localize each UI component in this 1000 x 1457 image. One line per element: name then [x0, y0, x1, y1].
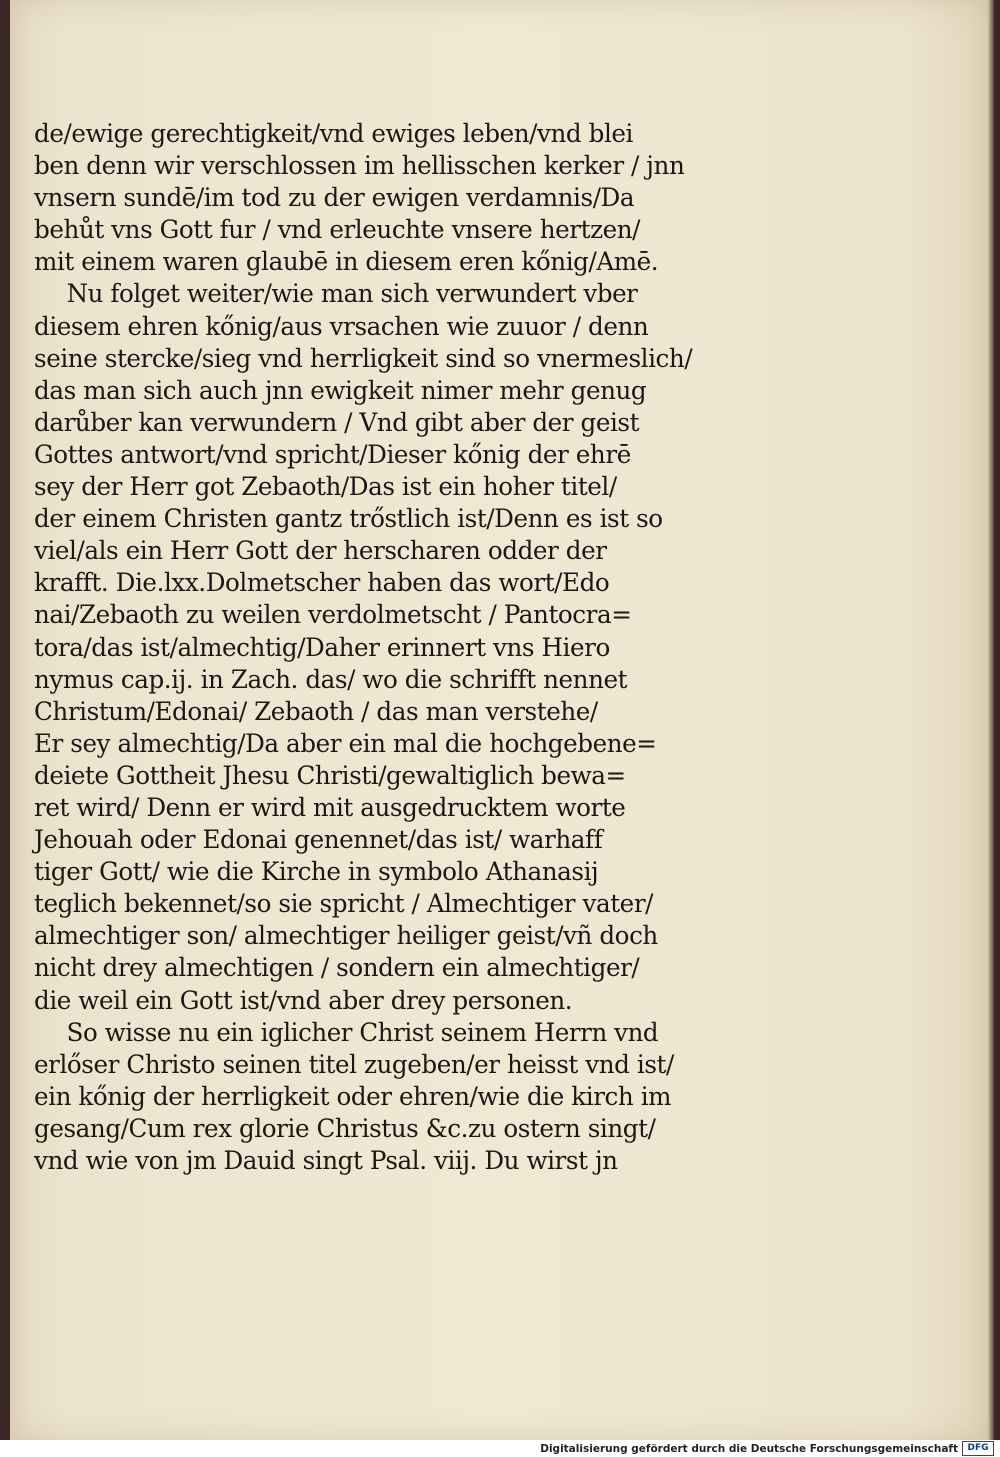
text-line: diesem ehren kőnig/aus vrsachen wie zuuor / denn: [34, 311, 649, 342]
text-line: de/ewige gerechtigkeit/vnd ewiges leben/vnd blei: [34, 119, 633, 149]
text-line: vnsern sundē/im tod zu der ewigen verdamnis/Da: [34, 183, 635, 214]
page-text-block: [34, 118, 734, 1177]
page-edge: [988, 0, 994, 1440]
text-line: Christum/Edonai/ Zebaoth / das man verstehe/: [34, 696, 598, 727]
text-line: teglich bekennet/so sie spricht / Almechtiger vater/: [34, 889, 654, 920]
text-line: erlőser Christo seinen titel zugeben/er heisst vnd ist/: [34, 1049, 674, 1080]
text-line: tiger Gott/ wie die Kirche in symbolo Athanasij: [34, 857, 599, 888]
text-line: nicht drey almechtigen / sondern ein almechtiger/: [34, 953, 640, 984]
text-line: vnd wie von jm Dauid singt Psal. viij. Du wirst jn: [34, 1146, 618, 1176]
text-line: krafft. Die.lxx.Dolmetscher haben das wort/Edo: [34, 568, 610, 599]
text-line: ben denn wir verschlossen im hellisschen kerker / jnn: [34, 151, 685, 182]
text-line: So wisse nu ein iglicher Christ seinem Herrn vnd: [66, 1017, 659, 1048]
text-line: mit einem waren glaubē in diesem eren kőnig/Amē.: [34, 247, 659, 278]
text-line: nai/Zebaoth zu weilen verdolmetscht / Pantocra=: [34, 600, 632, 631]
text-line: sey der Herr got Zebaoth/Das ist ein hoher titel/: [34, 472, 617, 503]
text-line: ein kőnig der herrligkeit oder ehren/wie die kirch im: [34, 1081, 672, 1112]
text-line: behůt vns Gott fur / vnd erleuchte vnsere hertzen/: [34, 215, 641, 246]
text-line: die weil ein Gott ist/vnd aber drey personen.: [34, 985, 573, 1016]
text-line: Er sey almechtig/Da aber ein mal die hochgebene=: [34, 728, 657, 759]
text-line: gesang/Cum rex glorie Christus &c.zu ostern singt/: [34, 1113, 656, 1144]
text-line: Nu folget weiter/wie man sich verwundert vber: [66, 279, 638, 310]
dfg-logo: DFG: [962, 1441, 994, 1456]
text-line: nymus cap.ij. in Zach. das/ wo die schrifft nennet: [34, 664, 628, 695]
text-line: seine stercke/sieg vnd herrligkeit sind so vnermeslich/: [34, 343, 693, 374]
text-line: darůber kan verwundern / Vnd gibt aber der geist: [34, 407, 640, 438]
text-line: Jehouah oder Edonai genennet/das ist/ warhaff: [34, 825, 603, 856]
text-line: tora/das ist/almechtig/Daher erinnert vns Hiero: [34, 632, 610, 663]
book-page: [10, 0, 988, 1440]
text-line: viel/als ein Herr Gott der herscharen odder der: [34, 536, 607, 567]
text-line: Gottes antwort/vnd spricht/Dieser kőnig der ehrē: [34, 439, 631, 470]
text-line: das man sich auch jnn ewigkeit nimer mehr genug: [34, 375, 647, 406]
text-line: deiete Gottheit Jhesu Christi/gewaltiglich bewa=: [34, 760, 626, 791]
text-line: ret wird/ Denn er wird mit ausgedrucktem worte: [34, 792, 626, 823]
text-line: almechtiger son/ almechtiger heiliger geist/vñ doch: [34, 921, 658, 952]
digitization-footer: [0, 1440, 1000, 1457]
text-line: der einem Christen gantz trőstlich ist/Denn es ist so: [34, 504, 663, 535]
funding-credit: Digitalisierung gefördert durch die Deutsche Forschungsgemeinschaft: [540, 1442, 958, 1455]
